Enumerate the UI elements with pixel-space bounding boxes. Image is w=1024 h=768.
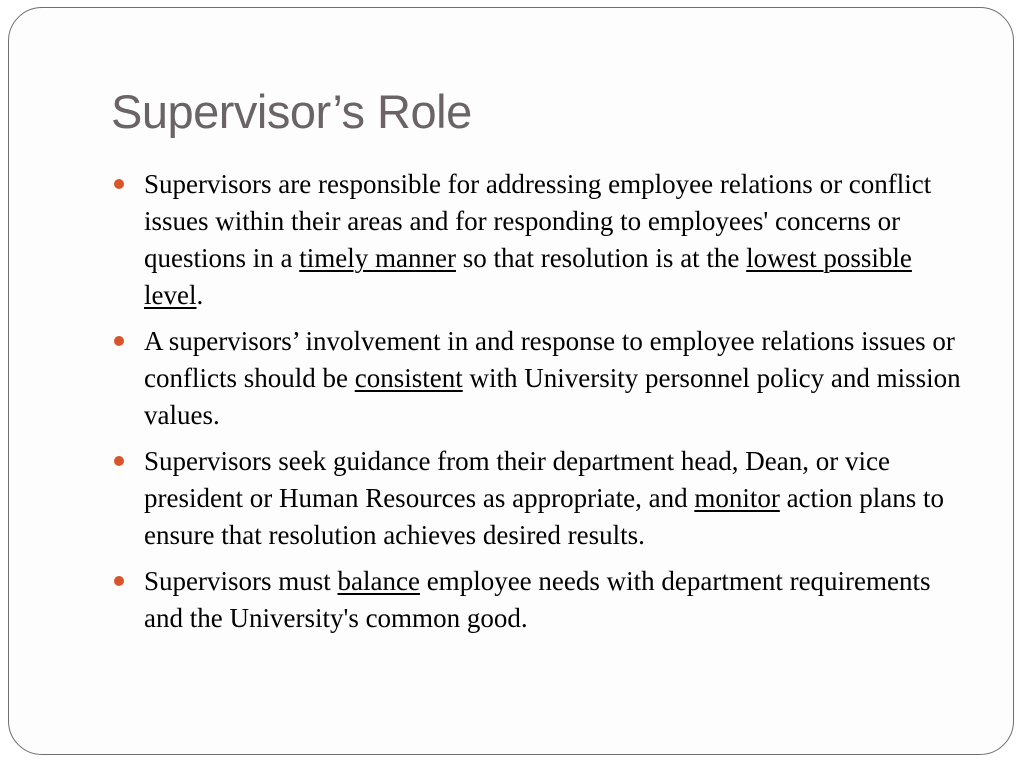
bullet-text: Supervisors seek guidance from their department head, Dean, or vice president or Human Resources as appropriate, and xyxy=(144,446,890,513)
bullet-text: so that resolution is at the xyxy=(455,243,747,273)
bullet-text: with University personnel policy and mission values. xyxy=(144,363,961,430)
bullet-dot-icon xyxy=(114,179,124,189)
underlined-term: timely manner xyxy=(299,243,456,273)
slide-title: Supervisor’s Role xyxy=(111,85,472,138)
bullet-text: . xyxy=(196,280,204,310)
bullet-list xyxy=(114,166,964,646)
underlined-term: consistent xyxy=(354,363,463,393)
bullet-text: action plans to ensure that resolution achieves desired results. xyxy=(144,483,945,550)
bullet-dot-icon xyxy=(114,576,124,586)
bullet-dot-icon xyxy=(114,456,124,466)
bullet-text: Supervisors must xyxy=(144,566,338,596)
underlined-term: lowest possible level xyxy=(144,243,912,310)
bullet-item xyxy=(114,563,964,637)
bullet-dot-icon xyxy=(114,336,124,346)
bullet-item xyxy=(114,443,964,554)
bullet-text: employee needs with department requirements and the University's common good. xyxy=(144,566,931,633)
bullet-text: A supervisors’ involvement in and response to employee relations issues or conflicts should be xyxy=(144,326,955,393)
underlined-term: balance xyxy=(337,566,420,596)
bullet-item xyxy=(114,323,964,434)
bullet-text: Supervisors are responsible for addressing employee relations or conflict issues within their areas and for responding to employees' concerns or questions in a xyxy=(144,169,932,273)
bullet-item xyxy=(114,166,964,314)
underlined-term: monitor xyxy=(694,483,780,513)
